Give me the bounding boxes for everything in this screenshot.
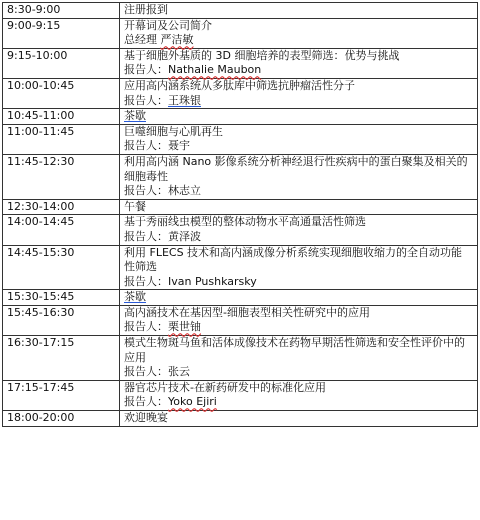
session-title bbox=[124, 411, 473, 426]
session-title-text: 利用高内涵 Nano 影像系统分析神经退行性疾病中的蛋白聚集及相关的细胞毒性 bbox=[124, 154, 468, 183]
speaker-label: 报告人： bbox=[124, 93, 168, 107]
agenda-row bbox=[3, 336, 478, 381]
speaker-line bbox=[124, 94, 473, 109]
speaker-line bbox=[124, 230, 473, 245]
session-title bbox=[124, 79, 473, 94]
agenda-row bbox=[3, 78, 478, 108]
agenda-table bbox=[2, 2, 478, 427]
agenda-body bbox=[3, 3, 478, 427]
speaker-label: 报告人： bbox=[124, 184, 168, 198]
session-title-text: 巨噬细胞与心肌再生 bbox=[124, 124, 223, 138]
speaker-name: Yoko Ejiri bbox=[168, 395, 217, 409]
speaker-line bbox=[124, 275, 473, 290]
speaker-line bbox=[124, 365, 473, 380]
speaker-name: 林志立 bbox=[168, 184, 201, 198]
agenda-time-cell: 10:45-11:00 bbox=[3, 109, 120, 125]
speaker-line bbox=[124, 184, 473, 199]
agenda-content-cell bbox=[120, 305, 478, 335]
agenda-row bbox=[3, 245, 478, 290]
agenda-content-cell bbox=[120, 215, 478, 245]
session-title-text: 注册报到 bbox=[124, 3, 168, 16]
speaker-name: 张云 bbox=[168, 365, 190, 379]
speaker-line bbox=[124, 63, 473, 78]
session-title-text: 茶歇 bbox=[124, 109, 146, 123]
agenda-content-cell bbox=[120, 48, 478, 78]
agenda-row bbox=[3, 154, 478, 199]
session-title-text: 开幕词及公司简介 bbox=[124, 18, 212, 32]
agenda-row bbox=[3, 109, 478, 125]
session-title bbox=[124, 155, 473, 184]
agenda-time-cell: 12:30-14:00 bbox=[3, 199, 120, 215]
speaker-label: 报告人： bbox=[124, 139, 168, 153]
agenda-row bbox=[3, 290, 478, 306]
speaker-name: 王珠银 bbox=[168, 93, 201, 107]
agenda-content-cell bbox=[120, 18, 478, 48]
agenda-content-cell bbox=[120, 154, 478, 199]
agenda-content-cell bbox=[120, 411, 478, 427]
speaker-name: 严洁敏 bbox=[160, 33, 194, 47]
speaker-label: 报告人： bbox=[124, 63, 168, 77]
agenda-content-cell bbox=[120, 336, 478, 381]
agenda-time-cell: 17:15-17:45 bbox=[3, 380, 120, 410]
session-title bbox=[124, 381, 473, 396]
agenda-time-cell: 8:30-9:00 bbox=[3, 3, 120, 19]
speaker-label: 报告人： bbox=[124, 320, 168, 334]
agenda-time-cell: 16:30-17:15 bbox=[3, 336, 120, 381]
agenda-content-cell bbox=[120, 124, 478, 154]
agenda-content-cell bbox=[120, 3, 478, 19]
session-title-text: 高内涵技术在基因型-细胞表型相关性研究中的应用 bbox=[124, 305, 370, 319]
session-title-text: 茶歇 bbox=[124, 290, 146, 304]
speaker-label: 报告人： bbox=[124, 274, 168, 288]
session-title bbox=[124, 246, 473, 275]
session-title bbox=[124, 19, 473, 34]
session-title-text: 午餐 bbox=[124, 199, 146, 213]
session-title bbox=[124, 49, 473, 64]
agenda-content-cell bbox=[120, 109, 478, 125]
speaker-line bbox=[124, 139, 473, 154]
agenda-content-cell bbox=[120, 199, 478, 215]
session-title bbox=[124, 3, 473, 18]
speaker-label: 报告人： bbox=[124, 229, 168, 243]
session-title bbox=[124, 215, 473, 230]
session-title-text: 基于细胞外基质的 3D 细胞培养的表型筛选：优势与挑战 bbox=[124, 48, 400, 62]
session-title-text: 器官芯片技术-在新药研发中的标准化应用 bbox=[124, 380, 326, 394]
session-title bbox=[124, 306, 473, 321]
agenda-time-cell: 11:00-11:45 bbox=[3, 124, 120, 154]
speaker-line bbox=[124, 320, 473, 335]
agenda-time-cell: 14:00-14:45 bbox=[3, 215, 120, 245]
agenda-row bbox=[3, 215, 478, 245]
speaker-label: 总经理 bbox=[124, 33, 161, 47]
agenda-content-cell bbox=[120, 245, 478, 290]
agenda-time-cell: 11:45-12:30 bbox=[3, 154, 120, 199]
agenda-time-cell: 10:00-10:45 bbox=[3, 78, 120, 108]
agenda-content-cell bbox=[120, 380, 478, 410]
speaker-label: 报告人： bbox=[124, 365, 168, 379]
agenda-content-cell bbox=[120, 290, 478, 306]
agenda-time-cell: 14:45-15:30 bbox=[3, 245, 120, 290]
agenda-time-cell: 18:00-20:00 bbox=[3, 411, 120, 427]
speaker-line bbox=[124, 33, 473, 48]
agenda-row bbox=[3, 199, 478, 215]
session-title-text: 模式生物斑马鱼和活体成像技术在药物早期活性筛选和安全性评价中的应用 bbox=[124, 336, 465, 364]
agenda-row bbox=[3, 18, 478, 48]
agenda-row bbox=[3, 305, 478, 335]
speaker-name: 黄泽波 bbox=[168, 229, 201, 243]
session-title bbox=[124, 200, 473, 215]
agenda-row bbox=[3, 3, 478, 19]
agenda-time-cell: 15:45-16:30 bbox=[3, 305, 120, 335]
session-title bbox=[124, 336, 473, 365]
agenda-time-cell: 9:15-10:00 bbox=[3, 48, 120, 78]
session-title-text: 欢迎晚宴 bbox=[124, 411, 168, 425]
agenda-content-cell bbox=[120, 78, 478, 108]
agenda-row bbox=[3, 124, 478, 154]
session-title-text: 利用 FLECS 技术和高内涵成像分析系统实现细胞收缩力的全自动功能性筛选 bbox=[124, 245, 463, 274]
speaker-name: Ivan Pushkarsky bbox=[168, 274, 257, 288]
speaker-label: 报告人： bbox=[124, 395, 168, 409]
speaker-line bbox=[124, 395, 473, 410]
speaker-name: 栗世铀 bbox=[168, 320, 201, 334]
session-title-text: 基于秀丽线虫模型的整体动物水平高通量活性筛选 bbox=[124, 215, 366, 229]
session-title bbox=[124, 125, 473, 140]
speaker-name: Nathalie Maubon bbox=[168, 63, 262, 77]
agenda-time-cell: 15:30-15:45 bbox=[3, 290, 120, 306]
agenda-time-cell: 9:00-9:15 bbox=[3, 18, 120, 48]
session-title bbox=[124, 290, 473, 305]
session-title-text: 应用高内涵系统从多肽库中筛选抗肿瘤活性分子 bbox=[124, 78, 355, 92]
session-title bbox=[124, 109, 473, 124]
agenda-row bbox=[3, 411, 478, 427]
agenda-row bbox=[3, 48, 478, 78]
agenda-row bbox=[3, 380, 478, 410]
speaker-name: 聂宇 bbox=[168, 139, 190, 153]
